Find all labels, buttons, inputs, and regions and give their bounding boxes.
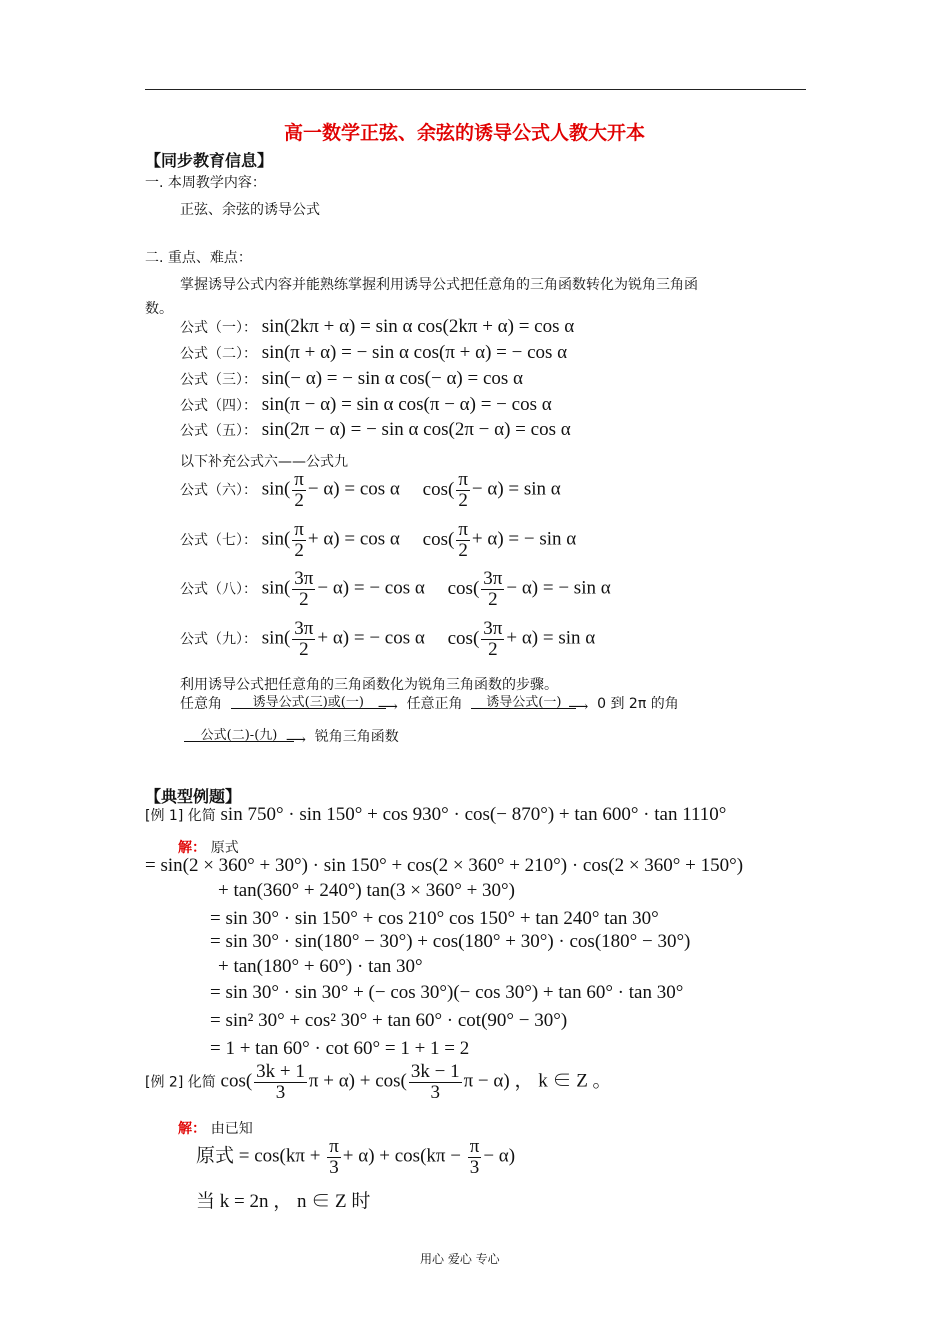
denominator: 2	[294, 490, 304, 511]
expr-part: − α)	[483, 1145, 516, 1167]
example2-solution-start	[178, 1118, 253, 1138]
numerator: π	[458, 519, 468, 540]
numerator: 3π	[483, 568, 503, 589]
step-positive-angle: 任意正角	[406, 696, 463, 712]
page-footer: 用心 爱心 专心	[420, 1252, 500, 1266]
solution-original: 原式	[210, 840, 239, 856]
header-rule	[145, 89, 806, 90]
fn: sin(	[261, 528, 291, 550]
example-label: [例 2] 化简	[145, 1074, 216, 1091]
fn: cos(	[422, 528, 455, 550]
fn: cos(	[422, 478, 455, 500]
fraction	[254, 1062, 307, 1103]
section-header-sync: 【同步教育信息】	[145, 151, 274, 170]
formula-rest: − α) = sin α	[471, 478, 561, 500]
denominator: 2	[294, 540, 304, 561]
formula-label: 公式（四）：	[180, 398, 257, 414]
arrow-line	[471, 708, 576, 709]
numerator: π	[458, 469, 468, 490]
ex1-step: = sin(2 × 360° + 30°) · sin 150° + cos(2 × 360° + 210°) · cos(2 × 360° + 150°)	[145, 855, 744, 876]
fn: sin(	[261, 577, 291, 599]
denominator: 2	[299, 589, 309, 610]
fraction	[292, 619, 315, 660]
ex1-step: = sin² 30° + cos² 30° + tan 60° · cot(90° − 30°)	[210, 1010, 568, 1031]
fraction	[292, 470, 306, 511]
formula-rest: − α) = − cos α	[317, 577, 425, 599]
step-any-angle: 任意角	[180, 696, 222, 712]
denominator: 2	[488, 639, 498, 660]
numerator: π	[469, 1136, 480, 1157]
formula-rest: + α) = − sin α	[471, 528, 577, 550]
expr-part: π − α)	[463, 1070, 510, 1092]
numerator: π	[329, 1136, 339, 1157]
solution-label: 解：	[178, 1121, 206, 1137]
formula-label: 公式（一）：	[180, 320, 257, 336]
step-arrow-1	[231, 695, 386, 710]
step-acute-func: 锐角三角函数	[314, 729, 399, 745]
section1-content: 正弦、余弦的诱导公式	[180, 202, 320, 218]
formula-rest: + α) = sin α	[506, 627, 596, 649]
numerator: π	[294, 519, 304, 540]
steps-line-1	[180, 693, 679, 713]
formula-row-1	[180, 316, 574, 338]
formula-label: 公式（六）：	[180, 482, 257, 499]
example2-statement	[145, 1062, 612, 1103]
ex1-step: = sin 30° · sin 150° + cos 210° cos 150° + tan 240° tan 30°	[210, 908, 659, 929]
fn: cos(	[447, 577, 480, 599]
denominator: 3	[469, 1157, 480, 1178]
formula-rest: + α) = cos α	[307, 528, 400, 550]
numerator: 3π	[483, 618, 503, 639]
fraction	[456, 520, 470, 561]
formula-row-9	[180, 619, 595, 660]
denominator: 2	[299, 639, 309, 660]
formula-row-5	[180, 419, 571, 441]
formula-row-7	[180, 520, 576, 561]
ex1-step: = sin 30° · sin(180° − 30°) + cos(180° + 30°) · cos(180° − 30°)	[210, 931, 691, 952]
formula-expr: sin(π + α) = − sin α cos(π + α) = − cos α	[261, 342, 568, 363]
denominator: 3	[430, 1082, 440, 1103]
denominator: 3	[329, 1157, 339, 1178]
example-label: [例 1] 化简	[145, 808, 216, 824]
denominator: 2	[458, 490, 468, 511]
formula-row-2	[180, 342, 567, 364]
formula-label: 公式（五）：	[180, 423, 257, 439]
solution-label: 解：	[178, 840, 206, 856]
formula-row-4	[180, 394, 552, 416]
fn: sin(	[261, 627, 291, 649]
formula-rest: − α) = − sin α	[506, 577, 611, 599]
numerator: π	[294, 469, 304, 490]
formula-label: 公式（九）：	[180, 631, 257, 648]
arrow-label: 诱导公式(三)或(一)	[252, 695, 364, 710]
formula-expr: sin(2kπ + α) = sin α cos(2kπ + α) = cos α	[261, 316, 575, 337]
formula-expr: sin(2π − α) = − sin α cos(2π − α) = cos α	[261, 419, 571, 440]
step-arrow-2	[471, 695, 576, 710]
fn: sin(	[261, 478, 291, 500]
numerator: 3π	[294, 618, 314, 639]
page-title: 高一数学正弦、余弦的诱导公式人教大开本	[284, 122, 646, 144]
formula-row-6	[180, 470, 561, 511]
section-header-examples: 【典型例题】	[145, 787, 242, 806]
expr-tail: ， k ∈ Z 。	[514, 1070, 612, 1092]
formula-rest: + α) = − cos α	[317, 627, 425, 649]
example-expr: sin 750° · sin 150° + cos 930° · cos(− 870°) + tan 600° · tan 1110°	[220, 804, 727, 825]
example2-step-2: 当 k = 2n ， n ∈ Z 时	[196, 1191, 371, 1212]
expr-part: 原式 = cos(kπ +	[196, 1145, 326, 1167]
numerator: 3π	[294, 568, 314, 589]
fn: cos(	[447, 627, 480, 649]
fn: cos(	[220, 1070, 253, 1092]
denominator: 3	[275, 1082, 286, 1103]
fraction	[456, 470, 470, 511]
ex1-step: = 1 + tan 60° · cot 60° = 1 + 1 = 2	[210, 1038, 470, 1059]
solution-known: 由已知	[210, 1121, 253, 1137]
expr-part: π + α) + cos(	[308, 1070, 407, 1092]
formula-label: 公式（三）：	[180, 372, 257, 388]
steps-intro: 利用诱导公式把任意角的三角函数化为锐角三角函数的步骤。	[180, 677, 558, 693]
fraction	[481, 619, 504, 660]
formula-row-8	[180, 569, 611, 610]
supplement-note: 以下补充公式六——公式九	[180, 454, 348, 470]
fraction	[409, 1062, 462, 1103]
ex1-step: + tan(360° + 240°) tan(3 × 360° + 30°)	[218, 880, 515, 901]
section1-heading: 一. 本周教学内容：	[145, 175, 266, 191]
fraction	[481, 569, 504, 610]
step-range-angle: 0 到 2π 的角	[597, 696, 679, 712]
ex1-step: = sin 30° · sin 30° + (− cos 30°)(− cos 30°) + tan 60° · tan 30°	[210, 982, 684, 1003]
formula-label: 公式（七）：	[180, 532, 257, 549]
formula-row-3	[180, 368, 523, 390]
denominator: 2	[458, 540, 468, 561]
denominator: 2	[488, 589, 498, 610]
section2-heading: 二. 重点、难点：	[145, 250, 252, 266]
numerator: 3k − 1	[410, 1061, 460, 1082]
arrow-label: 诱导公式(一)	[486, 695, 562, 710]
fraction	[292, 569, 315, 610]
steps-line-2	[184, 726, 399, 746]
step-arrow-3	[184, 728, 294, 743]
arrow-line	[231, 708, 386, 709]
arrow-label: 公式(二)-(九)	[200, 728, 278, 743]
example2-step-1	[196, 1137, 515, 1178]
formula-rest: − α) = cos α	[307, 478, 400, 500]
fraction	[292, 520, 306, 561]
numerator: 3k + 1	[256, 1061, 305, 1082]
formula-expr: sin(π − α) = sin α cos(π − α) = − cos α	[261, 394, 552, 415]
formula-label: 公式（八）：	[180, 581, 257, 598]
example1-statement	[145, 804, 726, 826]
arrow-line	[184, 741, 294, 742]
fraction	[327, 1137, 341, 1178]
fraction	[468, 1137, 482, 1178]
formula-expr: sin(− α) = − sin α cos(− α) = cos α	[261, 368, 523, 389]
expr-part: + α) + cos(kπ −	[342, 1145, 466, 1167]
example1-solution-start	[178, 837, 239, 857]
formula-label: 公式（二）：	[180, 346, 257, 362]
section2-text-line2: 数。	[145, 301, 173, 317]
ex1-step: + tan(180° + 60°) · tan 30°	[218, 956, 423, 977]
section2-text-line1: 掌握诱导公式内容并能熟练掌握利用诱导公式把任意角的三角函数转化为锐角三角函	[180, 277, 698, 293]
